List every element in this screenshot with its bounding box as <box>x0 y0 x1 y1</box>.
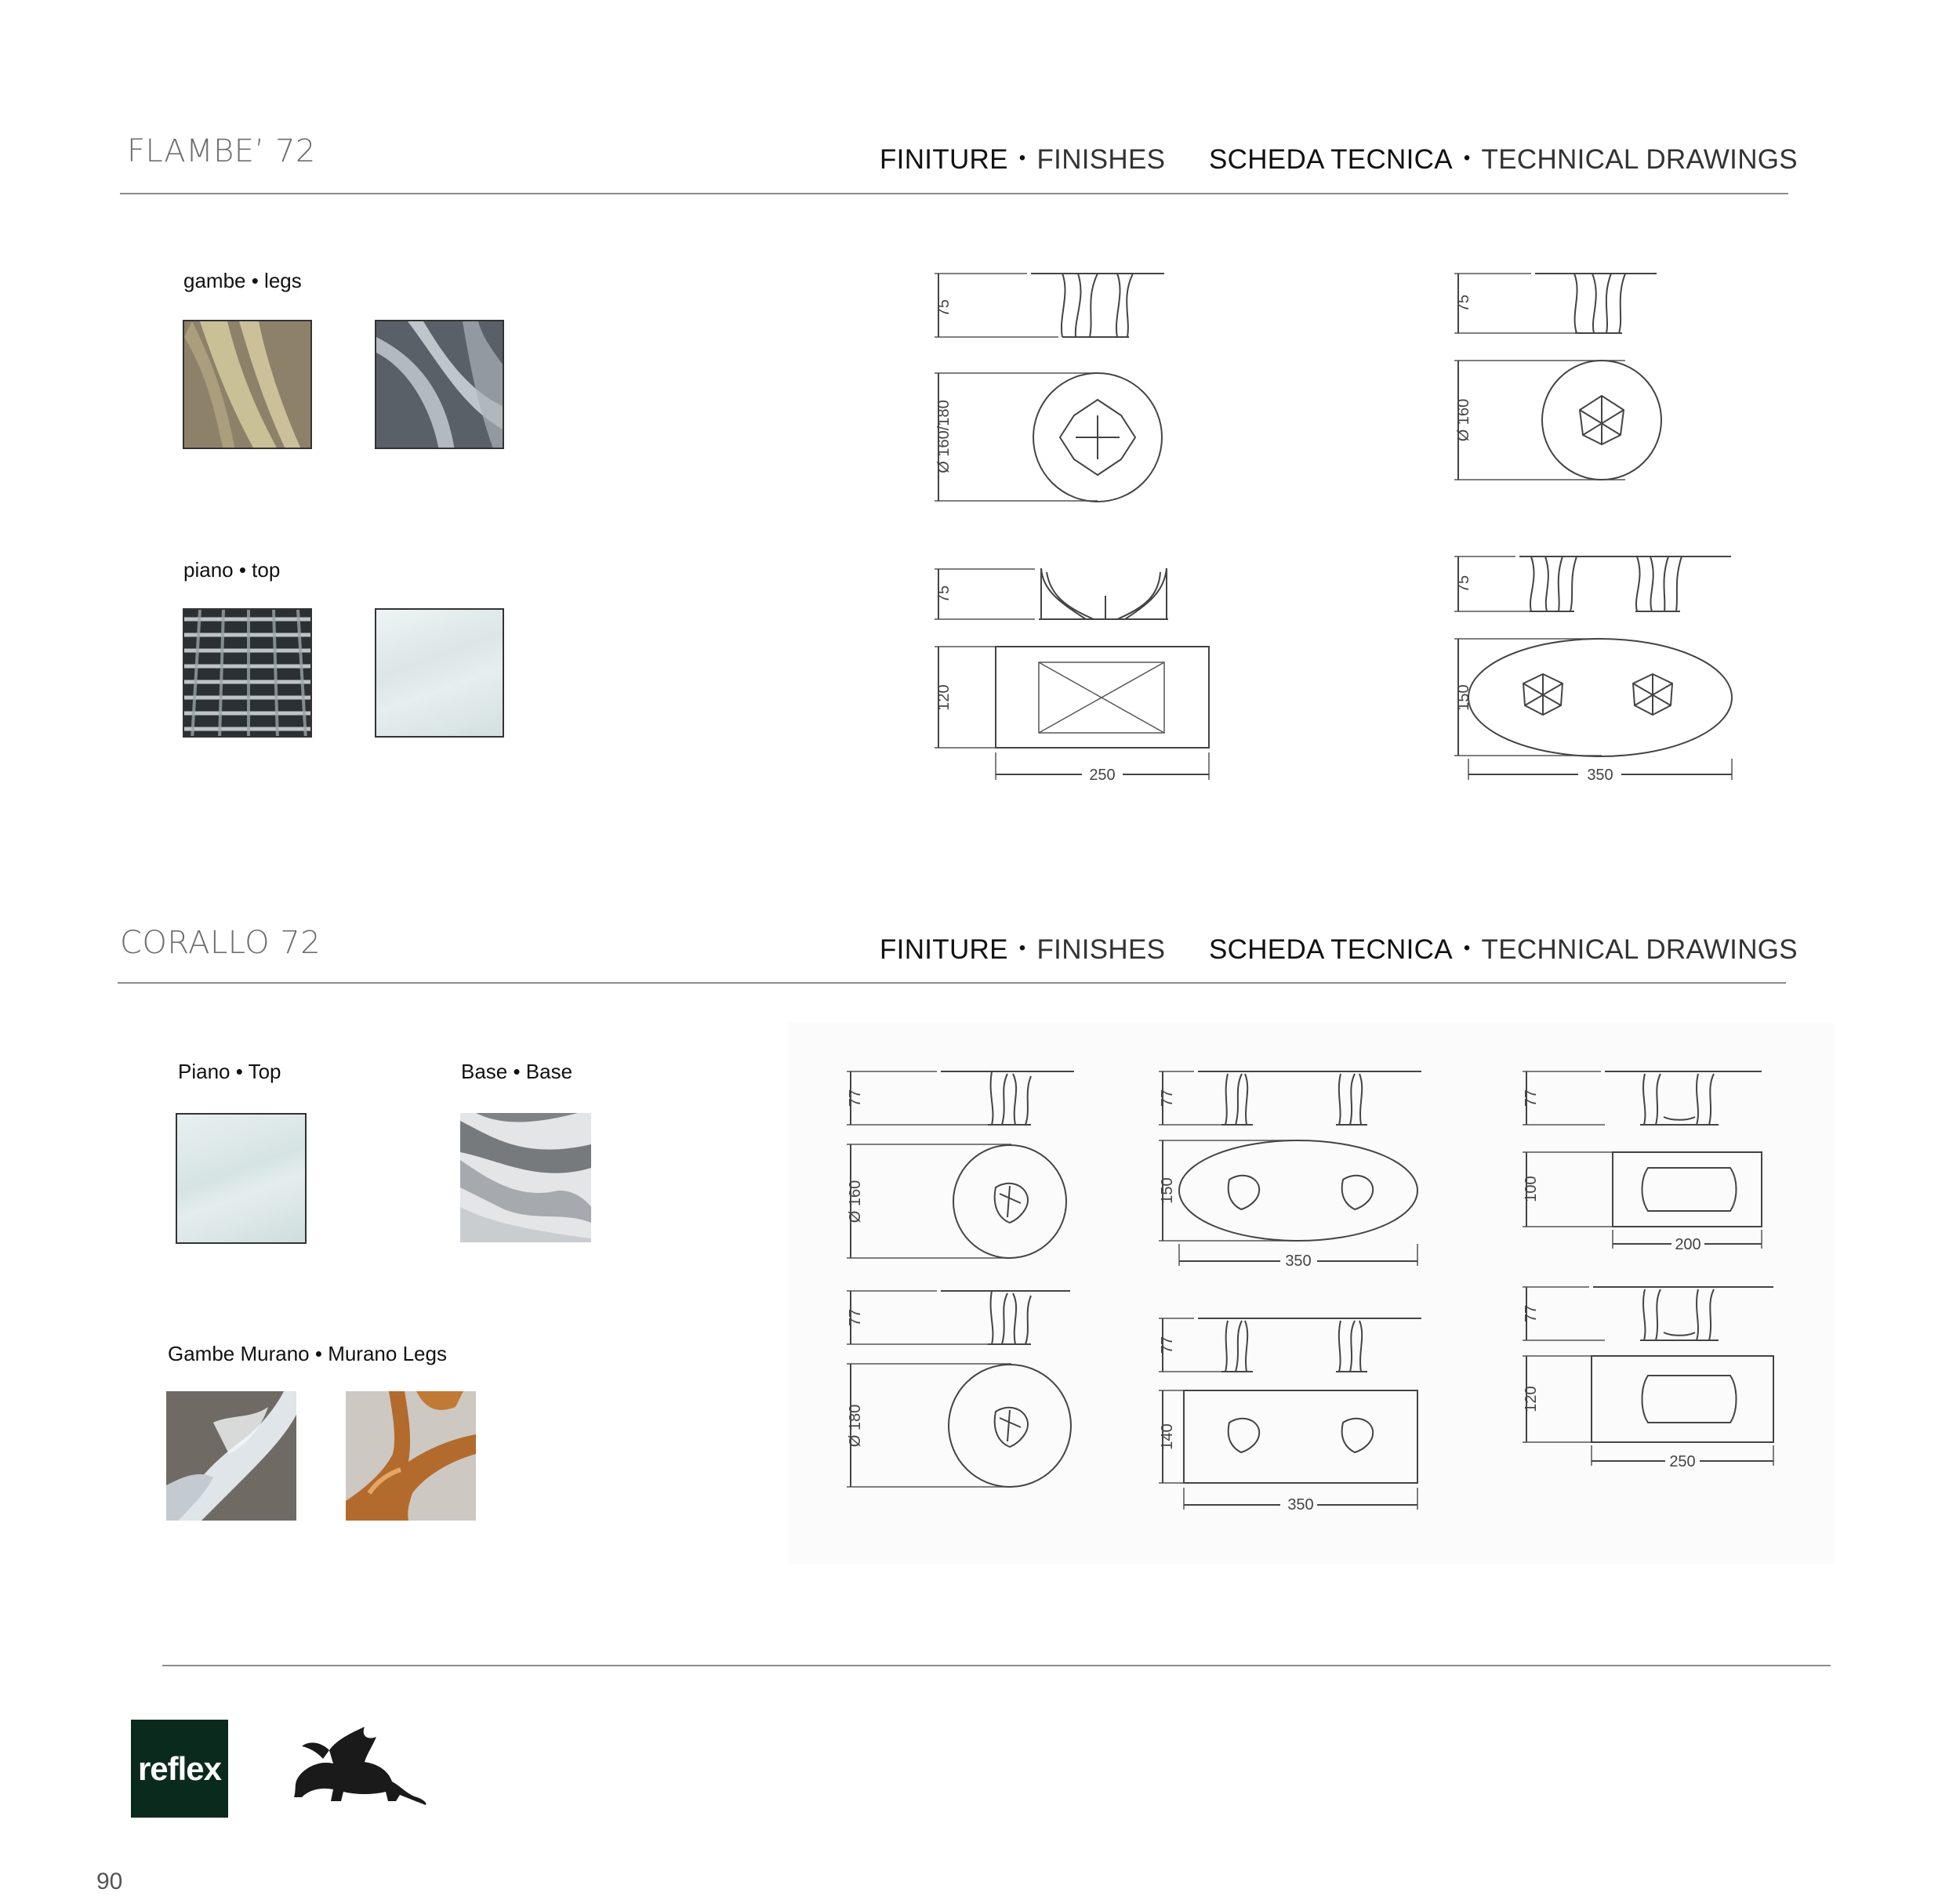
top-label: piano • top <box>183 558 281 582</box>
drawing-corallo-round-160 <box>839 1062 1082 1266</box>
tech-en: TECHNICAL DRAWINGS <box>1481 934 1798 965</box>
finishes-en: FINISHES <box>1036 934 1166 965</box>
dim-width: 100 <box>1523 1176 1540 1202</box>
dim-length: 250 <box>1669 1453 1696 1470</box>
dim-height: 75 <box>935 585 953 604</box>
murano-legs-label: Gambe Murano • Murano Legs <box>168 1342 447 1365</box>
dim-width: 150 <box>1455 684 1472 711</box>
clear-glass-texture <box>376 321 504 449</box>
footer-rule <box>162 1665 1831 1666</box>
legs-label: gambe • legs <box>183 269 302 292</box>
dim-width: 140 <box>1159 1423 1176 1450</box>
dim-height: 77 <box>1159 1089 1176 1108</box>
dim-length: 350 <box>1287 1496 1314 1514</box>
dim-height: 77 <box>1523 1304 1540 1323</box>
silver-base-swatch <box>460 1113 591 1242</box>
drawing-round-160 <box>1445 263 1680 490</box>
reflex-logo-text: reflex <box>137 1749 222 1787</box>
section2-title: CORALLO 72 <box>120 925 321 961</box>
amber-murano-texture <box>346 1391 476 1521</box>
tech-it: SCHEDA TECNICA <box>1209 934 1453 965</box>
section2-tech-heading: SCHEDA TECNICA • TECHNICAL DRAWINGS <box>1209 934 1798 965</box>
dim-width: 150 <box>1159 1177 1176 1204</box>
drawing-corallo-round-180 <box>839 1282 1082 1501</box>
clear-glass-top-swatch <box>176 1113 307 1244</box>
dim-length: 200 <box>1675 1236 1701 1253</box>
top-label: Piano • Top <box>178 1060 281 1083</box>
section1-title: FLAMBE’ 72 <box>127 133 316 169</box>
dim-diameter: Ø 160 <box>1455 398 1472 442</box>
section1-tech-heading: SCHEDA TECNICA • TECHNICAL DRAWINGS <box>1209 144 1798 175</box>
drawing-corallo-rect-120-250 <box>1515 1278 1785 1489</box>
crystal-murano-texture <box>166 1391 296 1521</box>
clear-glass-legs-swatch <box>375 320 504 449</box>
clear-glass-top-swatch <box>375 608 504 738</box>
dim-length: 350 <box>1285 1253 1312 1270</box>
dim-width: 120 <box>935 684 953 711</box>
dim-height: 75 <box>1455 294 1472 313</box>
drawing-round-160-180 <box>925 263 1184 506</box>
amber-murano-leg-swatch <box>346 1391 476 1521</box>
woven-glass-texture <box>184 610 312 738</box>
dim-height: 77 <box>847 1308 864 1327</box>
section2-rule <box>118 982 1786 984</box>
crystal-murano-leg-swatch <box>166 1391 296 1521</box>
dim-height: 75 <box>935 299 953 317</box>
dim-diameter: Ø 160 <box>847 1180 864 1224</box>
drawing-corallo-oval-150-350 <box>1151 1062 1433 1274</box>
finishes-it: FINITURE <box>880 934 1008 965</box>
drawing-corallo-rect-100-200 <box>1515 1062 1785 1266</box>
dim-height: 77 <box>1523 1089 1540 1108</box>
drawing-oval-150-350 <box>1445 549 1743 792</box>
winged-lion-logo <box>282 1723 427 1809</box>
woven-glass-top-swatch <box>183 608 312 738</box>
finishes-en: FINISHES <box>1036 144 1166 175</box>
dim-width: 120 <box>1523 1386 1540 1412</box>
silver-base-texture <box>460 1113 591 1242</box>
amber-glass-legs-swatch <box>183 320 312 449</box>
dim-height: 77 <box>1159 1336 1176 1354</box>
dim-height: 75 <box>1455 575 1472 593</box>
reflex-logo <box>131 1720 228 1818</box>
dim-length: 350 <box>1587 767 1613 784</box>
amber-glass-texture <box>184 321 312 449</box>
dim-length: 250 <box>1089 767 1116 784</box>
section1-finishes-heading: FINITURE • FINISHES <box>880 144 1166 175</box>
section2-finishes-heading: FINITURE • FINISHES <box>880 934 1166 965</box>
tech-en: TECHNICAL DRAWINGS <box>1481 144 1798 175</box>
base-label: Base • Base <box>461 1060 573 1083</box>
page-number: 90 <box>96 1869 123 1894</box>
section1-rule <box>120 193 1788 194</box>
drawing-corallo-rect-140-350 <box>1151 1309 1433 1521</box>
tech-it: SCHEDA TECNICA <box>1209 144 1453 175</box>
dim-height: 77 <box>847 1089 864 1108</box>
drawing-rect-120-250 <box>925 556 1215 792</box>
dim-diameter: Ø 180 <box>847 1404 864 1448</box>
dim-diameter: Ø 160/180 <box>935 400 953 473</box>
finishes-it: FINITURE <box>880 144 1008 175</box>
